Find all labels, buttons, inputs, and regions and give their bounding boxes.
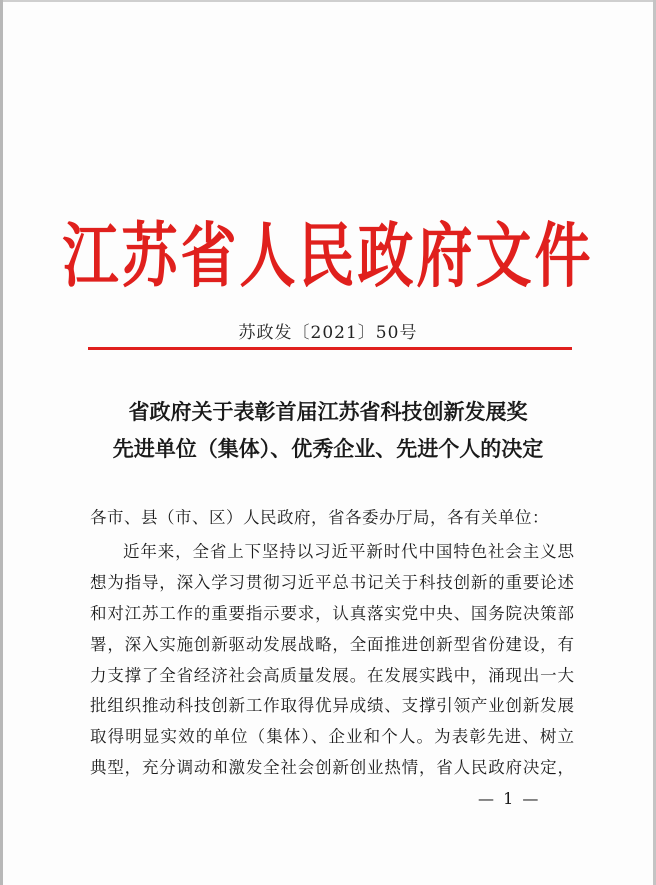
document-title [60, 394, 596, 468]
body-line: 取得明显实效的单位（集体）、企业和个人。为表彰先进、树立 [90, 727, 574, 747]
body-line: 力支撑了全省经济社会高质量发展。在发展实践中，涌现出一大 [90, 665, 574, 685]
red-separator-rule [88, 347, 572, 350]
title-line: 先进单位（集体）、优秀企业、先进个人的决定 [112, 437, 544, 461]
body-line: 批组织推动科技创新工作取得优异成绩、支撑引领产业创新发展 [90, 696, 574, 716]
document-number: 苏政发〔2021〕50号 [238, 323, 418, 343]
scan-edge-top [0, 0, 656, 2]
body-text [90, 537, 574, 784]
body-line: 想为指导，深入学习贯彻习近平总书记关于科技创新的重要论述 [90, 572, 574, 592]
addressee-line: 各市、县（市、区）人民政府，省各委办厅局，各有关单位： [90, 508, 549, 527]
body-line: 近年来，全省上下坚持以习近平新时代中国特色社会主义思 [123, 542, 574, 561]
body-line: 和对江苏工作的重要指示要求，认真落实党中央、国务院决策部 [90, 603, 574, 623]
document-masthead: 江苏省人民政府文件 [62, 214, 594, 298]
body-line: 署，深入实施创新驱动发展战略，全面推进创新型省份建设，有 [90, 634, 574, 654]
title-line: 省政府关于表彰首届江苏省科技创新发展奖 [128, 400, 528, 424]
page-number: — 1 — [478, 789, 541, 808]
body-line: 典型，充分调动和激发全社会创新创业热情，省人民政府决定， [90, 758, 574, 778]
scan-edge-left [0, 0, 3, 885]
